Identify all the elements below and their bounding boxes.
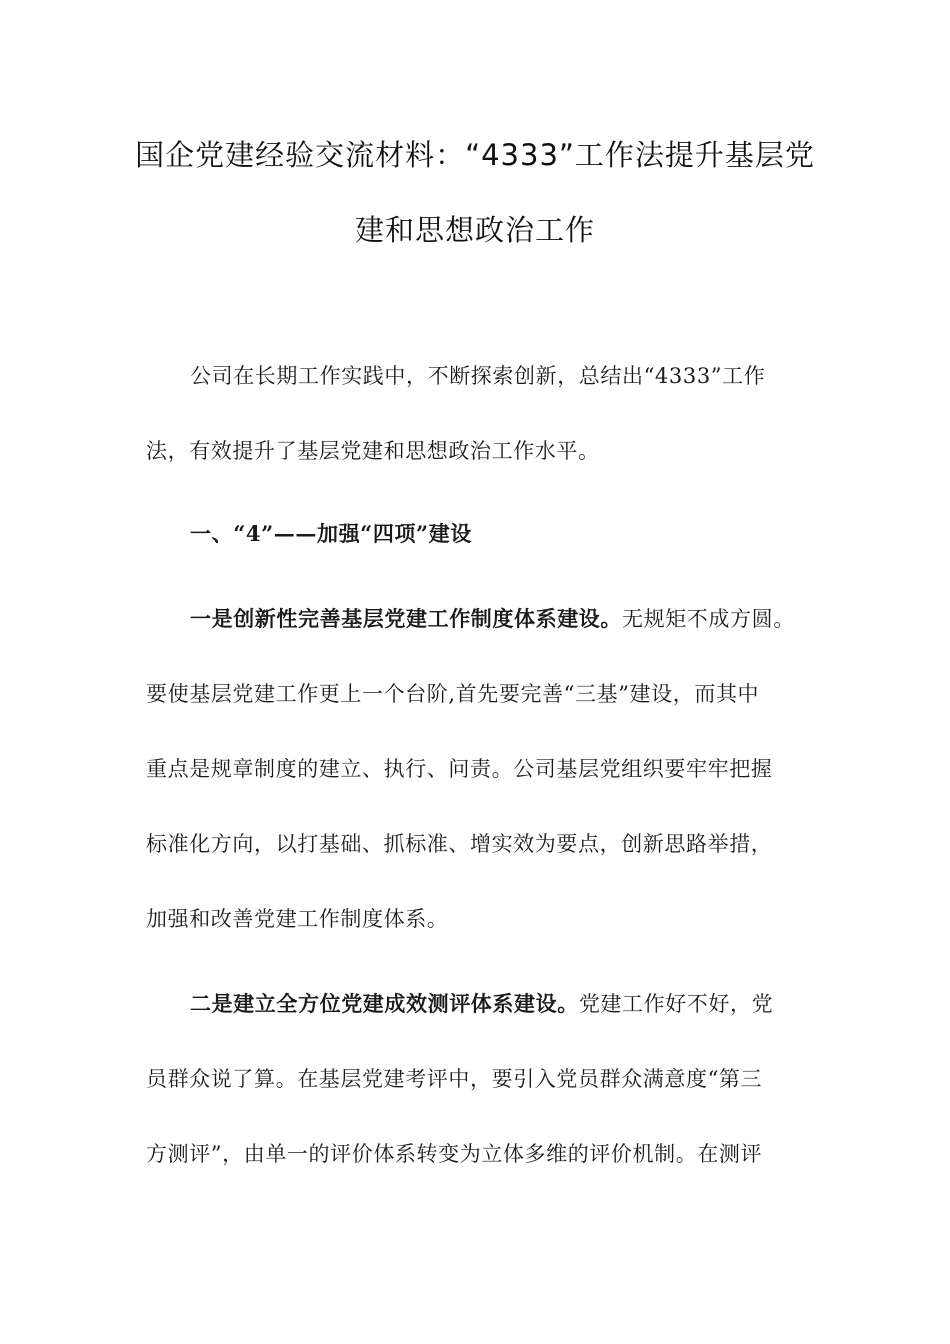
para-2-lead: [190, 990, 816, 1018]
para-2-lead-rest: 党建工作好不好，党: [578, 992, 774, 1016]
para-1-lead: [190, 605, 816, 633]
document-title-line-2: 建和思想政治工作: [354, 213, 595, 247]
intro-line-2: 法，有效提升了基层党建和思想政治工作水平。: [146, 439, 600, 463]
para-2-line-2: 员群众说了算。在基层党建考评中，要引入党员群众满意度“第三: [146, 1067, 763, 1091]
para-2-line-3: 方测评”，由单一的评价体系转变为立体多维的评价机制。在测评: [146, 1142, 763, 1166]
para-1-line-5: 加强和改善党建工作制度体系。: [146, 907, 449, 931]
para-1-line-4: 标准化方向，以打基础、抓标准、增实效为要点，创新思路举措，: [146, 832, 773, 856]
para-1-line-2: 要使基层党建工作更上一个台阶,首先要完善“三基”建设，而其中: [146, 682, 760, 706]
para-1-lead-bold: 一是创新性完善基层党建工作制度体系建设。: [190, 606, 622, 631]
section-heading: 一、“4”——加强“四项”建设: [190, 521, 472, 546]
para-1-lead-rest: 无规矩不成方圆。: [622, 607, 795, 631]
document-title-line-1: 国企党建经验交流材料：“4333”工作法提升基层党: [135, 138, 815, 172]
intro-line-1: 公司在长期工作实践中，不断探索创新，总结出“4333”工作: [190, 364, 766, 388]
para-1-line-3: 重点是规章制度的建立、执行、问责。公司基层党组织要牢牢把握: [146, 757, 773, 781]
para-2-lead-bold: 二是建立全方位党建成效测评体系建设。: [190, 991, 579, 1016]
